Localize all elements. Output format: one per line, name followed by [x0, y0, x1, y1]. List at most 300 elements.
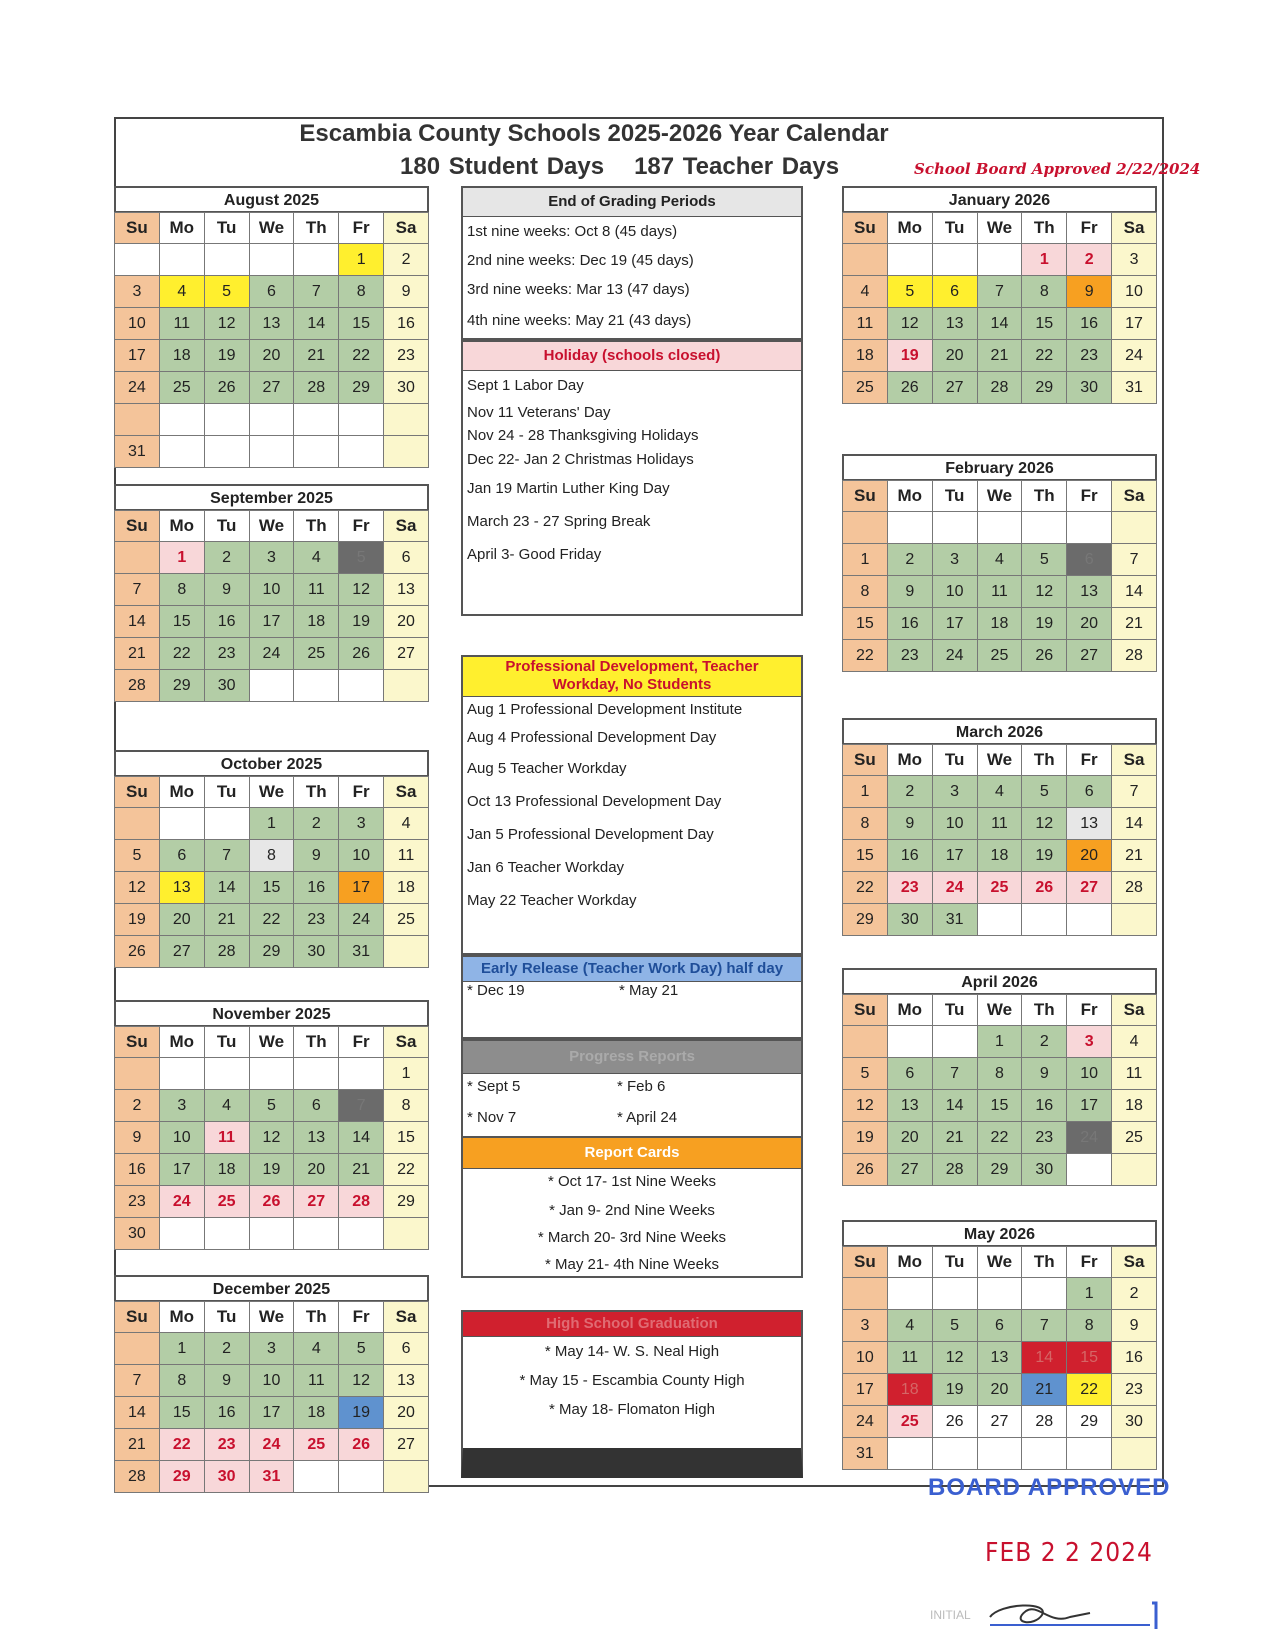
- day-cell: 8: [1067, 1310, 1112, 1342]
- day-header: We: [249, 213, 294, 244]
- day-cell: [159, 1218, 204, 1250]
- day-cell: 9: [115, 1122, 160, 1154]
- report-heading: Report Cards: [463, 1138, 801, 1169]
- day-header: Sa: [1112, 481, 1157, 512]
- month-feb: [842, 454, 1157, 672]
- week-row: [843, 1026, 1157, 1058]
- day-cell: 21: [977, 340, 1022, 372]
- day-cell: 27: [159, 936, 204, 968]
- day-cell: 1: [977, 1026, 1022, 1058]
- day-cell: 31: [843, 1438, 888, 1470]
- week-row: [115, 872, 429, 904]
- day-cell: 6: [159, 840, 204, 872]
- stamp-date: FEB 2 2 2024: [985, 1538, 1153, 1568]
- day-cell: 17: [249, 1397, 294, 1429]
- day-cell: 25: [204, 1186, 249, 1218]
- holiday-line: March 23 - 27 Spring Break: [467, 513, 651, 530]
- week-row: [843, 776, 1157, 808]
- day-cell: 22: [249, 904, 294, 936]
- week-row: [115, 308, 429, 340]
- day-cell: 26: [115, 936, 160, 968]
- week-row: [115, 638, 429, 670]
- day-cell: [294, 404, 339, 436]
- day-cell: [249, 1058, 294, 1090]
- week-row: [843, 1406, 1157, 1438]
- day-cell: 17: [339, 872, 384, 904]
- day-cell: 17: [249, 606, 294, 638]
- day-cell: 25: [159, 372, 204, 404]
- day-cell: 28: [1112, 640, 1157, 672]
- graduation-heading: High School Graduation: [463, 1312, 801, 1337]
- day-cell: 19: [1022, 840, 1067, 872]
- month-grid: [842, 480, 1157, 672]
- month-grid: [114, 510, 429, 702]
- week-row: [115, 1365, 429, 1397]
- month-may: [842, 1220, 1157, 1470]
- day-counts: [400, 153, 869, 181]
- day-cell: 9: [294, 840, 339, 872]
- day-cell: 12: [204, 308, 249, 340]
- initial-label: INITIAL: [930, 1608, 971, 1622]
- day-header: Sa: [1112, 995, 1157, 1026]
- day-header: Tu: [932, 745, 977, 776]
- day-header: Th: [294, 1027, 339, 1058]
- day-cell: 18: [977, 608, 1022, 640]
- day-cell: 13: [1067, 808, 1112, 840]
- day-cell: 22: [384, 1154, 429, 1186]
- day-cell: [249, 436, 294, 468]
- day-cell: [843, 512, 888, 544]
- day-cell: 6: [1067, 544, 1112, 576]
- month-title: April 2026: [842, 968, 1157, 994]
- early-date: * Dec 19: [467, 982, 525, 999]
- day-cell: 5: [115, 840, 160, 872]
- day-header: Sa: [1112, 1247, 1157, 1278]
- day-cell: [115, 1058, 160, 1090]
- day-cell: 8: [159, 1365, 204, 1397]
- day-cell: 24: [1112, 340, 1157, 372]
- day-cell: 7: [977, 276, 1022, 308]
- month-grid: [114, 212, 429, 468]
- week-row: [115, 372, 429, 404]
- week-row: [843, 808, 1157, 840]
- week-row: [843, 244, 1157, 276]
- day-header: Sa: [384, 511, 429, 542]
- day-cell: 3: [843, 1310, 888, 1342]
- day-cell: 27: [249, 372, 294, 404]
- day-cell: [384, 1461, 429, 1493]
- day-cell: 7: [1022, 1310, 1067, 1342]
- day-cell: 26: [249, 1186, 294, 1218]
- day-header: Su: [115, 511, 160, 542]
- pd-line: Oct 13 Professional Development Day: [467, 793, 722, 810]
- day-cell: 31: [932, 904, 977, 936]
- month-oct: [114, 750, 429, 968]
- day-cell: [977, 904, 1022, 936]
- day-header: Fr: [1067, 995, 1112, 1026]
- day-header: Fr: [1067, 745, 1112, 776]
- day-cell: 24: [932, 640, 977, 672]
- initial-signature-icon: [930, 1595, 1170, 1635]
- day-cell: 16: [115, 1154, 160, 1186]
- day-cell: 23: [1022, 1122, 1067, 1154]
- day-cell: [249, 244, 294, 276]
- week-row: [115, 1218, 429, 1250]
- day-header: We: [977, 1247, 1022, 1278]
- pd-line: May 22 Teacher Workday: [467, 892, 637, 909]
- day-header: We: [977, 995, 1022, 1026]
- day-cell: 10: [249, 1365, 294, 1397]
- week-row: [115, 670, 429, 702]
- day-cell: 11: [887, 1342, 932, 1374]
- day-cell: 1: [843, 776, 888, 808]
- day-cell: 1: [843, 544, 888, 576]
- day-cell: 16: [887, 608, 932, 640]
- day-cell: 5: [1022, 544, 1067, 576]
- day-cell: [204, 244, 249, 276]
- day-header: Tu: [932, 213, 977, 244]
- week-row: [115, 340, 429, 372]
- week-row: [843, 1058, 1157, 1090]
- day-cell: 31: [249, 1461, 294, 1493]
- day-header: Sa: [384, 777, 429, 808]
- day-cell: 3: [339, 808, 384, 840]
- day-cell: 24: [249, 1429, 294, 1461]
- day-cell: 30: [115, 1218, 160, 1250]
- day-header: Fr: [339, 511, 384, 542]
- day-cell: 1: [249, 808, 294, 840]
- day-cell: [1067, 1438, 1112, 1470]
- day-cell: 15: [1022, 308, 1067, 340]
- day-cell: 27: [1067, 640, 1112, 672]
- day-cell: 30: [294, 936, 339, 968]
- day-header: Th: [1022, 481, 1067, 512]
- day-cell: 3: [1067, 1026, 1112, 1058]
- day-cell: 4: [294, 1333, 339, 1365]
- day-cell: [932, 1278, 977, 1310]
- day-cell: 23: [204, 1429, 249, 1461]
- pd-line: Jan 5 Professional Development Day: [467, 826, 714, 843]
- day-cell: 16: [887, 840, 932, 872]
- day-cell: 29: [384, 1186, 429, 1218]
- day-cell: 27: [932, 372, 977, 404]
- grading-line: 3rd nine weeks: Mar 13 (47 days): [467, 281, 690, 298]
- day-cell: 10: [1067, 1058, 1112, 1090]
- holiday-line: Jan 19 Martin Luther King Day: [467, 480, 670, 497]
- month-grid: [114, 1301, 429, 1493]
- day-cell: 7: [204, 840, 249, 872]
- day-cell: 7: [932, 1058, 977, 1090]
- day-cell: 19: [339, 606, 384, 638]
- day-cell: 11: [977, 576, 1022, 608]
- day-cell: 11: [384, 840, 429, 872]
- day-cell: 22: [339, 340, 384, 372]
- day-cell: 26: [887, 372, 932, 404]
- day-cell: 12: [887, 308, 932, 340]
- day-cell: 18: [159, 340, 204, 372]
- day-cell: 4: [204, 1090, 249, 1122]
- holiday-line: Nov 24 - 28 Thanksgiving Holidays: [467, 427, 699, 444]
- day-cell: 13: [932, 308, 977, 340]
- graduation-line: * May 14- W. S. Neal High: [544, 1343, 720, 1360]
- day-cell: 6: [294, 1090, 339, 1122]
- day-cell: 11: [159, 308, 204, 340]
- teacher-days: 187 Teacher Days: [634, 153, 840, 180]
- holiday-line: Dec 22- Jan 2 Christmas Holidays: [467, 451, 694, 468]
- day-cell: 25: [294, 638, 339, 670]
- day-cell: 23: [115, 1186, 160, 1218]
- day-header: Sa: [1112, 213, 1157, 244]
- day-cell: 15: [977, 1090, 1022, 1122]
- day-header: Th: [294, 777, 339, 808]
- day-header: Th: [1022, 745, 1067, 776]
- day-cell: 23: [384, 340, 429, 372]
- day-cell: [294, 244, 339, 276]
- day-cell: 18: [887, 1374, 932, 1406]
- day-cell: 31: [339, 936, 384, 968]
- day-cell: 29: [1067, 1406, 1112, 1438]
- day-cell: 12: [1022, 576, 1067, 608]
- week-row: [843, 308, 1157, 340]
- day-cell: 14: [115, 606, 160, 638]
- day-header: Th: [294, 213, 339, 244]
- pd-line: Aug 5 Teacher Workday: [467, 760, 627, 777]
- day-cell: 30: [887, 904, 932, 936]
- day-cell: 29: [977, 1154, 1022, 1186]
- week-row: [843, 512, 1157, 544]
- day-cell: 21: [1022, 1374, 1067, 1406]
- day-cell: 10: [159, 1122, 204, 1154]
- day-cell: 1: [1022, 244, 1067, 276]
- day-cell: 22: [1067, 1374, 1112, 1406]
- week-row: [843, 1310, 1157, 1342]
- day-cell: 17: [1112, 308, 1157, 340]
- day-cell: 11: [294, 574, 339, 606]
- grading-heading: End of Grading Periods: [463, 188, 801, 217]
- day-cell: 26: [339, 1429, 384, 1461]
- day-cell: 8: [159, 574, 204, 606]
- report-line: * May 21- 4th Nine Weeks: [545, 1256, 719, 1273]
- day-cell: [1112, 512, 1157, 544]
- day-cell: 10: [843, 1342, 888, 1374]
- week-row: [843, 640, 1157, 672]
- day-header: Mo: [887, 213, 932, 244]
- day-cell: 10: [115, 308, 160, 340]
- day-cell: [204, 808, 249, 840]
- week-row: [115, 1090, 429, 1122]
- week-row: [843, 1342, 1157, 1374]
- day-header: We: [977, 481, 1022, 512]
- month-grid: [842, 1246, 1157, 1470]
- month-title: January 2026: [842, 186, 1157, 212]
- day-cell: [249, 404, 294, 436]
- day-header: Th: [294, 1302, 339, 1333]
- day-cell: [932, 1438, 977, 1470]
- progress-date: * Nov 7: [467, 1109, 517, 1126]
- page-title: Escambia County Schools 2025-2026 Year Calendar: [299, 120, 889, 147]
- week-row: [115, 244, 429, 276]
- day-cell: 23: [204, 638, 249, 670]
- day-cell: 8: [384, 1090, 429, 1122]
- week-row: [115, 840, 429, 872]
- day-cell: 25: [977, 872, 1022, 904]
- day-header: Th: [294, 511, 339, 542]
- week-row: [843, 1090, 1157, 1122]
- day-cell: 9: [204, 574, 249, 606]
- day-cell: [843, 244, 888, 276]
- day-cell: 25: [843, 372, 888, 404]
- day-cell: 3: [932, 544, 977, 576]
- day-cell: [932, 1026, 977, 1058]
- week-row: [115, 574, 429, 606]
- grading-line: 2nd nine weeks: Dec 19 (45 days): [467, 252, 694, 269]
- day-cell: 5: [339, 542, 384, 574]
- day-cell: 26: [339, 638, 384, 670]
- day-cell: 3: [932, 776, 977, 808]
- day-cell: 1: [1067, 1278, 1112, 1310]
- day-cell: 8: [1022, 276, 1067, 308]
- day-cell: 10: [339, 840, 384, 872]
- day-cell: 1: [339, 244, 384, 276]
- day-cell: 3: [249, 1333, 294, 1365]
- day-cell: 10: [249, 574, 294, 606]
- day-cell: [115, 1333, 160, 1365]
- day-cell: 8: [843, 576, 888, 608]
- day-cell: [1067, 512, 1112, 544]
- day-header: Tu: [204, 511, 249, 542]
- day-cell: [1112, 904, 1157, 936]
- week-row: [115, 1429, 429, 1461]
- day-cell: [339, 1058, 384, 1090]
- day-cell: 28: [204, 936, 249, 968]
- graduation-line: * May 15 - Escambia County High: [519, 1372, 745, 1389]
- month-title: August 2025: [114, 186, 429, 212]
- progress-date: * Sept 5: [467, 1078, 521, 1095]
- month-jan: [842, 186, 1157, 404]
- day-header: Mo: [159, 213, 204, 244]
- day-cell: 21: [1112, 608, 1157, 640]
- day-cell: 17: [1067, 1090, 1112, 1122]
- day-cell: 18: [1112, 1090, 1157, 1122]
- week-row: [115, 606, 429, 638]
- day-cell: 3: [1112, 244, 1157, 276]
- day-cell: 25: [294, 1429, 339, 1461]
- day-cell: 20: [1067, 840, 1112, 872]
- day-cell: 29: [159, 670, 204, 702]
- day-cell: 20: [384, 606, 429, 638]
- day-header: We: [977, 213, 1022, 244]
- day-cell: [932, 512, 977, 544]
- day-cell: 29: [339, 372, 384, 404]
- week-row: [115, 1058, 429, 1090]
- day-cell: 14: [294, 308, 339, 340]
- day-cell: 24: [843, 1406, 888, 1438]
- day-cell: 27: [1067, 872, 1112, 904]
- day-cell: 11: [977, 808, 1022, 840]
- day-cell: 26: [932, 1406, 977, 1438]
- day-header: Tu: [204, 777, 249, 808]
- day-cell: 2: [1022, 1026, 1067, 1058]
- holiday-box: [461, 340, 803, 616]
- holiday-heading: Holiday (schools closed): [463, 342, 801, 371]
- day-cell: [843, 1026, 888, 1058]
- day-cell: 26: [1022, 872, 1067, 904]
- day-cell: [339, 404, 384, 436]
- day-cell: 2: [204, 1333, 249, 1365]
- day-cell: 22: [977, 1122, 1022, 1154]
- day-cell: 12: [339, 574, 384, 606]
- week-row: [115, 904, 429, 936]
- day-header: Tu: [932, 481, 977, 512]
- day-cell: 24: [249, 638, 294, 670]
- day-cell: 11: [843, 308, 888, 340]
- day-header: Mo: [159, 1302, 204, 1333]
- day-cell: 28: [294, 372, 339, 404]
- day-cell: 2: [294, 808, 339, 840]
- day-cell: 8: [843, 808, 888, 840]
- day-cell: 29: [249, 936, 294, 968]
- day-header: Fr: [339, 777, 384, 808]
- week-row: [843, 340, 1157, 372]
- day-cell: 7: [115, 1365, 160, 1397]
- day-cell: 7: [115, 574, 160, 606]
- day-cell: 20: [249, 340, 294, 372]
- day-header: Su: [115, 777, 160, 808]
- week-row: [115, 436, 429, 468]
- day-header: Su: [843, 481, 888, 512]
- day-cell: 2: [1112, 1278, 1157, 1310]
- day-cell: [115, 244, 160, 276]
- day-cell: 3: [249, 542, 294, 574]
- day-cell: 9: [384, 276, 429, 308]
- day-cell: 23: [1067, 340, 1112, 372]
- day-cell: 16: [1112, 1342, 1157, 1374]
- day-cell: 2: [1067, 244, 1112, 276]
- day-cell: 13: [977, 1342, 1022, 1374]
- day-cell: 14: [115, 1397, 160, 1429]
- graduation-line: * May 18- Flomaton High: [549, 1401, 715, 1418]
- day-cell: 13: [294, 1122, 339, 1154]
- week-row: [115, 808, 429, 840]
- day-cell: 25: [887, 1406, 932, 1438]
- day-cell: 27: [384, 638, 429, 670]
- day-cell: 19: [1022, 608, 1067, 640]
- day-header: Mo: [887, 481, 932, 512]
- week-row: [843, 840, 1157, 872]
- day-cell: [204, 404, 249, 436]
- day-cell: 25: [1112, 1122, 1157, 1154]
- day-header: We: [249, 777, 294, 808]
- day-cell: 13: [887, 1090, 932, 1122]
- day-header: We: [249, 1027, 294, 1058]
- progress-date: * Feb 6: [617, 1078, 666, 1095]
- day-cell: 5: [249, 1090, 294, 1122]
- day-cell: 15: [384, 1122, 429, 1154]
- day-cell: [1022, 512, 1067, 544]
- day-cell: 14: [1112, 576, 1157, 608]
- day-cell: 15: [1067, 1342, 1112, 1374]
- day-cell: [159, 808, 204, 840]
- report-line: * Oct 17- 1st Nine Weeks: [547, 1173, 717, 1190]
- day-header: Mo: [159, 777, 204, 808]
- day-cell: 1: [384, 1058, 429, 1090]
- week-row: [115, 1122, 429, 1154]
- day-cell: 14: [1112, 808, 1157, 840]
- day-cell: 30: [204, 670, 249, 702]
- week-row: [843, 276, 1157, 308]
- week-row: [843, 372, 1157, 404]
- day-cell: [1022, 904, 1067, 936]
